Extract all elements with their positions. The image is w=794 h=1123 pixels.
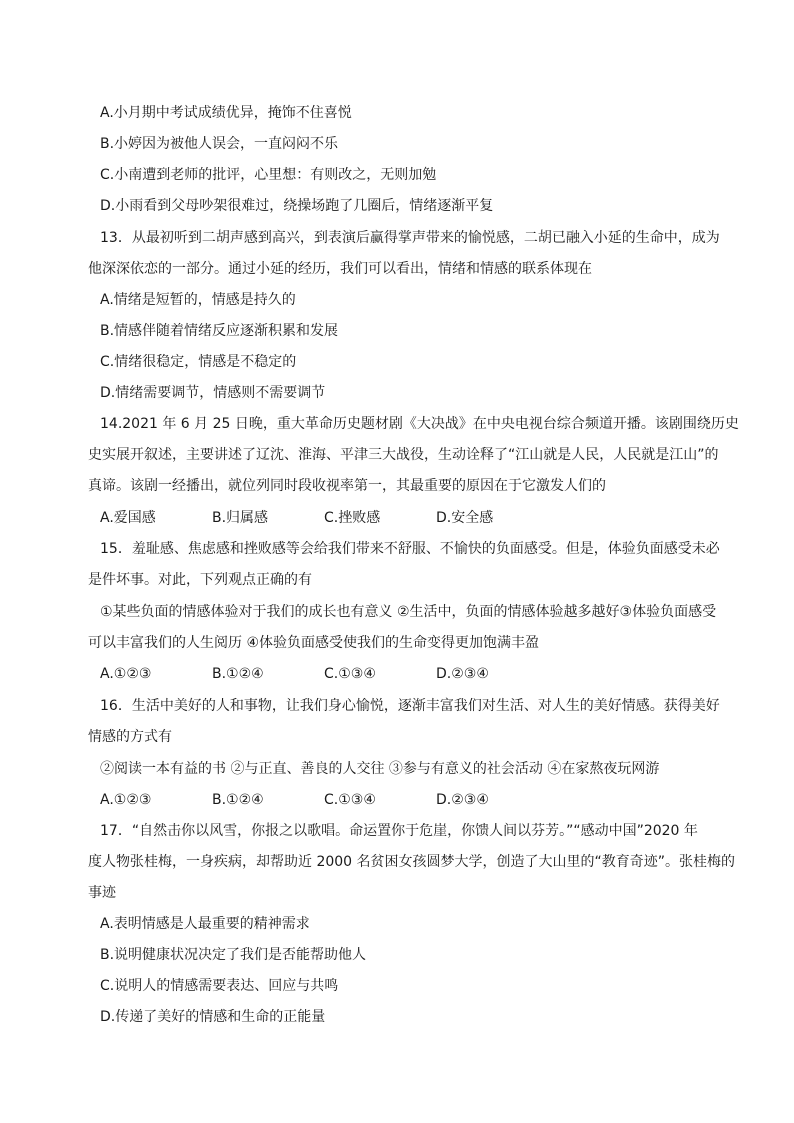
q15-statements-line2: 可以丰富我们的人生阅历 ④体验负面感受使我们的生命变得更加饱满丰盈	[88, 635, 539, 651]
q17-option-c: C.说明人的情感需要表达、回应与共鸣	[100, 978, 339, 994]
q13-option-b: B.情感伴随着情绪反应逐渐积累和发展	[100, 323, 339, 339]
q16-option-a: A.①②③	[100, 792, 152, 808]
q12-option-d: D.小雨看到父母吵架很难过，绕操场跑了几圈后，情绪逐渐平复	[100, 198, 494, 214]
q16-stem-line1: 16．生活中美好的人和事物，让我们身心愉悦，逐渐丰富我们对生活、对人生的美好情感。获得美好	[100, 698, 720, 714]
q16-option-b: B.①②④	[212, 792, 264, 808]
q17-stem-line3: 事迹	[88, 885, 116, 901]
q14-stem-line1: 14.2021 年 6 月 25 日晚，重大革命历史题材剧《大决战》在中央电视台综合频道开播。该剧围绕历史	[100, 416, 739, 432]
q12-option-a: A.小月期中考试成绩优异，掩饰不住喜悦	[100, 105, 352, 121]
q14-option-c: C.挫败感	[324, 510, 381, 526]
q12-option-c: C.小南遭到老师的批评，心里想：有则改之，无则加勉	[100, 167, 437, 183]
q16-option-d: D.②③④	[436, 792, 489, 808]
q17-stem-line2: 度人物张桂梅，一身疾病，却帮助近 2000 名贫困女孩圆梦大学，创造了大山里的“教育奇迹”。张桂梅的	[88, 854, 736, 870]
q15-option-b: B.①②④	[212, 666, 264, 682]
q14-option-d: D.安全感	[436, 510, 494, 526]
q17-option-b: B.说明健康状况决定了我们是否能帮助他人	[100, 947, 367, 963]
q13-option-a: A.情绪是短暂的，情感是持久的	[100, 292, 296, 308]
q16-option-c: C.①③④	[324, 792, 376, 808]
q13-stem-line1: 13．从最初听到二胡声感到高兴，到表演后赢得掌声带来的愉悦感，二胡已融入小延的生命中，成为	[100, 230, 720, 246]
q15-option-a: A.①②③	[100, 666, 152, 682]
q14-option-b: B.归属感	[212, 510, 269, 526]
q15-option-d: D.②③④	[436, 666, 489, 682]
q17-stem-line1: 17．“自然击你以风雪，你报之以歌唱。命运置你于危崖，你馈人间以芬芳。”“感动中国”2020 年	[100, 823, 698, 839]
q13-stem-line2: 他深深依恋的一部分。通过小延的经历，我们可以看出，情绪和情感的联系体现在	[88, 261, 592, 277]
q12-option-b: B.小婷因为被他人误会，一直闷闷不乐	[100, 136, 339, 152]
q15-stem-line2: 是件坏事。对此，下列观点正确的有	[88, 572, 312, 588]
q15-stem-line1: 15．羞耻感、焦虑感和挫败感等会给我们带来不舒服、不愉快的负面感受。但是，体验负面感受未必	[100, 541, 720, 557]
q17-option-d: D.传递了美好的情感和生命的正能量	[100, 1009, 326, 1025]
q13-option-c: C.情绪很稳定，情感是不稳定的	[100, 354, 297, 370]
q16-stem-line2: 情感的方式有	[88, 729, 172, 745]
q15-option-c: C.①③④	[324, 666, 376, 682]
q14-stem-line3: 真谛。该剧一经播出，就位列同时段收视率第一，其最重要的原因在于它激发人们的	[88, 478, 606, 494]
q15-statements-line1: ①某些负面的情感体验对于我们的成长也有意义 ②生活中，负面的情感体验越多越好③体验负面感受	[100, 604, 717, 620]
q16-statements: ②阅读一本有益的书 ②与正直、善良的人交往 ③参与有意义的社会活动 ④在家熬夜玩网游	[100, 761, 660, 777]
q14-option-a: A.爱国感	[100, 510, 156, 526]
q14-stem-line2: 史实展开叙述，主要讲述了辽沈、淮海、平津三大战役，生动诠释了“江山就是人民，人民就是江山”的	[88, 447, 719, 463]
q17-option-a: A.表明情感是人最重要的精神需求	[100, 916, 310, 932]
q13-option-d: D.情绪需要调节，情感则不需要调节	[100, 385, 326, 401]
